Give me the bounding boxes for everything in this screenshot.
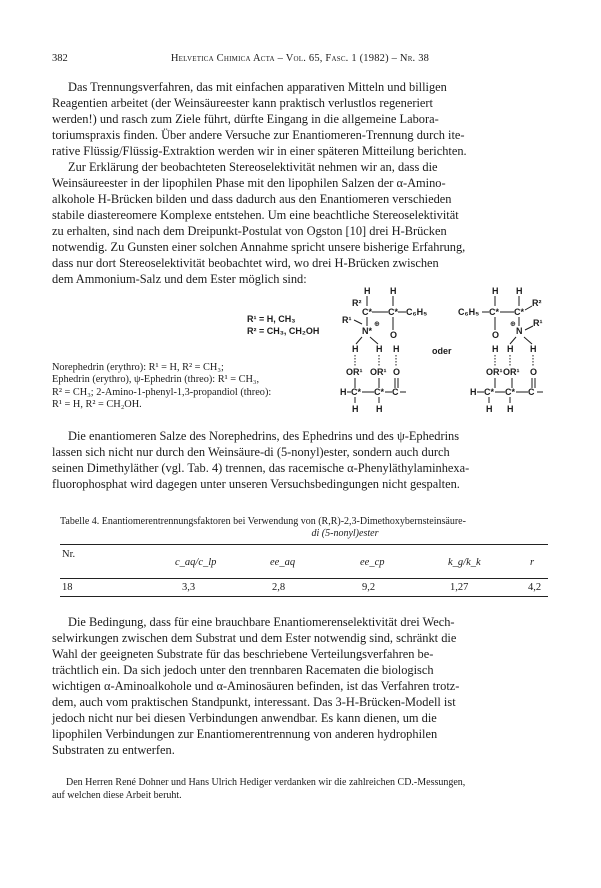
atom-label: R²: [532, 298, 542, 308]
journal-title: Helvetica Chimica Acta – Vol. 65, Fasc. 1 (1982) – Nr. 38: [170, 53, 430, 64]
text-line: trächtlich ein. Da sich jedoch unter den trennbaren Racematen die biologisch: [52, 663, 434, 677]
atom-label: OR¹: [370, 367, 387, 377]
atom-label: H: [492, 344, 499, 354]
atom-label: H: [390, 286, 397, 296]
bond: [524, 337, 532, 344]
atom-label: O: [390, 330, 398, 340]
text-line: auf welchen diese Arbeit beruht.: [52, 790, 182, 801]
r1-definition: R¹ = H, CH₃: [247, 314, 296, 324]
structure-connector: oder: [432, 346, 452, 356]
table-header-ee-aq: ee_aq: [270, 557, 296, 568]
text-line: zu erhalten, sind nach dem Dreipunkt-Postulat von Ogston [10] drei H-Brücken: [52, 224, 447, 238]
atom-label: OR¹: [486, 367, 503, 377]
text-line: werden!) und rasch zum Ziele führt, dürfte Eingang in die allgemeine Labora-: [52, 112, 439, 126]
atom-label: H: [364, 286, 371, 296]
atom-label: H: [352, 344, 359, 354]
bond: [525, 326, 533, 330]
atom-label: C₆H₅: [458, 307, 480, 317]
table-header-r: r: [530, 557, 535, 568]
atom-label: C*: [351, 387, 362, 397]
text-line: notwendig. Zu Gunsten einer solchen Annahme spricht unsere bisherige Erfahrung,: [52, 240, 466, 254]
compound-label: Ephedrin (erythro), ψ-Ephedrin (threo): R¹ = CH₃,: [52, 374, 260, 386]
atom-label: C*: [388, 307, 399, 317]
table-header-nr: Nr.: [62, 549, 76, 560]
text-line: Das Trennungsverfahren, das mit einfachen apparativen Mitteln und billigen: [68, 80, 447, 94]
table-cell: 4,2: [528, 582, 542, 593]
atom-label: C*: [514, 307, 525, 317]
atom-label: OR¹: [503, 367, 520, 377]
text-line: rative Flüssig/Flüssig-Extraktion werden wir in einer späteren Mitteilung berichten.: [52, 144, 467, 158]
atom-label: O: [530, 367, 538, 377]
text-line: dem, auch vom praktischen Standpunkt, interessant. Das 3-H-Brücken-Modell ist: [52, 695, 456, 709]
page-number: 382: [52, 53, 68, 64]
text-line: Substraten zu entwerfen.: [52, 743, 175, 757]
atom-label: H: [516, 286, 523, 296]
atom-label: H: [492, 286, 499, 296]
table-cell: 3,3: [182, 582, 196, 593]
acknowledgement: [52, 776, 548, 802]
text-line: wichtigen α-Aminoalkohole und α-Aminosäuren befinden, ist das Verfahren trotz-: [52, 679, 460, 693]
table-caption-line: di (5-nonyl)ester: [311, 528, 379, 539]
compound-label: R¹ = H, R² = CH₂OH.: [52, 399, 142, 411]
table-cell: 2,8: [272, 582, 286, 593]
text-line: fluorophosphat wird dagegen unter unseren Versuchsbedingungen nicht gespalten.: [52, 477, 460, 491]
compound-label: R² = CH₃; 2-Amino-1-phenyl-1,3-propandiol (threo):: [52, 386, 272, 398]
atom-label: C*: [505, 387, 516, 397]
text-line: Wahl der geeigneten Substrate für das beschriebene Verteilungsverfahren be-: [52, 647, 434, 661]
table-top-rule: [60, 544, 548, 545]
text-line: Weinsäureester in der lipophilen Phase mit den lipophilen Salzen der α-Amino-: [52, 176, 446, 190]
text-line: dass nur dort Stereoselektivität beobachtet wird, wo drei H-Brücken zwischen: [52, 256, 439, 270]
atom-label: R¹: [533, 318, 543, 328]
atom-label: C: [528, 387, 535, 397]
atom-label: H: [507, 344, 514, 354]
atom-label: H: [486, 404, 493, 414]
bond: [525, 306, 532, 310]
atom-label: O: [393, 367, 401, 377]
table-header-conc-ratio: c_aq/c_lp: [175, 557, 217, 568]
atom-label: C*: [484, 387, 495, 397]
atom-label: H: [376, 344, 383, 354]
running-header: [52, 53, 548, 67]
bond: [510, 337, 516, 344]
atom-label: H: [507, 404, 514, 414]
table-header-ee-cp: ee_cp: [360, 557, 385, 568]
table-caption-line: Tabelle 4. Enantiomerentrennungsfaktoren bei Verwendung von (R,R)-2,3-Dimethoxybernsteinsäure-: [60, 516, 466, 527]
atom-label: C*: [362, 307, 373, 317]
compound-labels: [52, 362, 352, 412]
text-line: dem Ammonium-Salz und dem Ester möglich sind:: [52, 272, 307, 286]
charge-label: ⊕: [374, 321, 380, 328]
atom-label: H: [530, 344, 537, 354]
atom-label: H: [393, 344, 400, 354]
atom-label: H: [376, 404, 383, 414]
text-line: alkohole H-Brücken bilden und dass dadurch aus den Enantiomeren verschieden: [52, 192, 452, 206]
paragraph-1: [52, 79, 548, 159]
paragraph-4: [52, 614, 548, 758]
atom-label: C*: [489, 307, 500, 317]
table-cell: 18: [62, 582, 73, 593]
atom-label: H: [352, 404, 359, 414]
hydrogen-bond-structure-diagram: [340, 286, 556, 414]
charge-label: ⊕: [510, 321, 516, 328]
paragraph-2: [52, 159, 548, 287]
atom-label: C₆H₅: [406, 307, 428, 317]
text-line: lipophilen Verbindungen zur Enantiomerentrennung von anderen hydrophilen: [52, 727, 438, 741]
r-group-definitions: [247, 313, 319, 337]
text-line: jedoch nicht nur bei diesen Verbindungen anwendbar. Es kann dienen, um die: [52, 711, 437, 725]
atom-label: N: [516, 326, 523, 336]
text-line: Die Bedingung, dass für eine brauchbare Enantiomerenselektivität drei Wech-: [68, 615, 455, 629]
atom-label: N*: [362, 326, 373, 336]
atom-label: H: [470, 387, 477, 397]
atom-label: R¹: [342, 315, 352, 325]
atom-label: OR¹: [346, 367, 363, 377]
table-cell: 9,2: [362, 582, 376, 593]
text-line: selwirkungen zwischen dem Substrat und dem Ester notwendig sind, schränkt die: [52, 631, 457, 645]
text-line: Den Herren René Dohner und Hans Ulrich Hediger verdanken wir die zahlreichen CD.-Messungen,: [66, 777, 466, 788]
bond: [370, 337, 378, 344]
table-header-rule: [60, 578, 548, 579]
bond: [354, 320, 362, 324]
table-header-k-ratio: k_g/k_k: [448, 557, 481, 568]
text-line: toriumspraxis finden. Über andere Versuche zur Enantiomeren-Trennung durch ite-: [52, 128, 465, 142]
atom-label: H: [340, 387, 347, 397]
atom-label: C: [392, 387, 399, 397]
atom-label: O: [492, 330, 500, 340]
text-line: Reagentien arbeitet (der Weinsäureester kann praktisch verlustlos regeneriert: [52, 96, 433, 110]
table-bottom-rule: [60, 596, 548, 597]
text-line: stabile diastereomere Komplexe entstehen. Um eine beachtliche Stereoselektivität: [52, 208, 459, 222]
paragraph-3: [52, 428, 548, 492]
text-line: seinen Dimethyläther (vgl. Tab. 4) trennen, das racemische α-Phenyläthylaminhexa-: [52, 461, 470, 475]
compound-label: Norephedrin (erythro): R¹ = H, R² = CH₃;: [52, 362, 224, 373]
text-line: Die enantiomeren Salze des Norephedrins, des Ephedrins und des ψ-Ephedrins: [68, 429, 460, 443]
atom-label: R²: [352, 298, 362, 308]
atom-label: C*: [374, 387, 385, 397]
table-cell: 1,27: [450, 582, 469, 593]
bond: [356, 337, 362, 344]
text-line: lassen sich nicht nur durch den Weinsäure-di (5-nonyl)ester, sondern auch durch: [52, 445, 450, 459]
text-line: Zur Erklärung der beobachteten Stereoselektivität nehmen wir an, dass die: [68, 160, 438, 174]
table-caption: [60, 516, 550, 540]
r2-definition: R² = CH₃, CH₂OH: [247, 326, 320, 336]
